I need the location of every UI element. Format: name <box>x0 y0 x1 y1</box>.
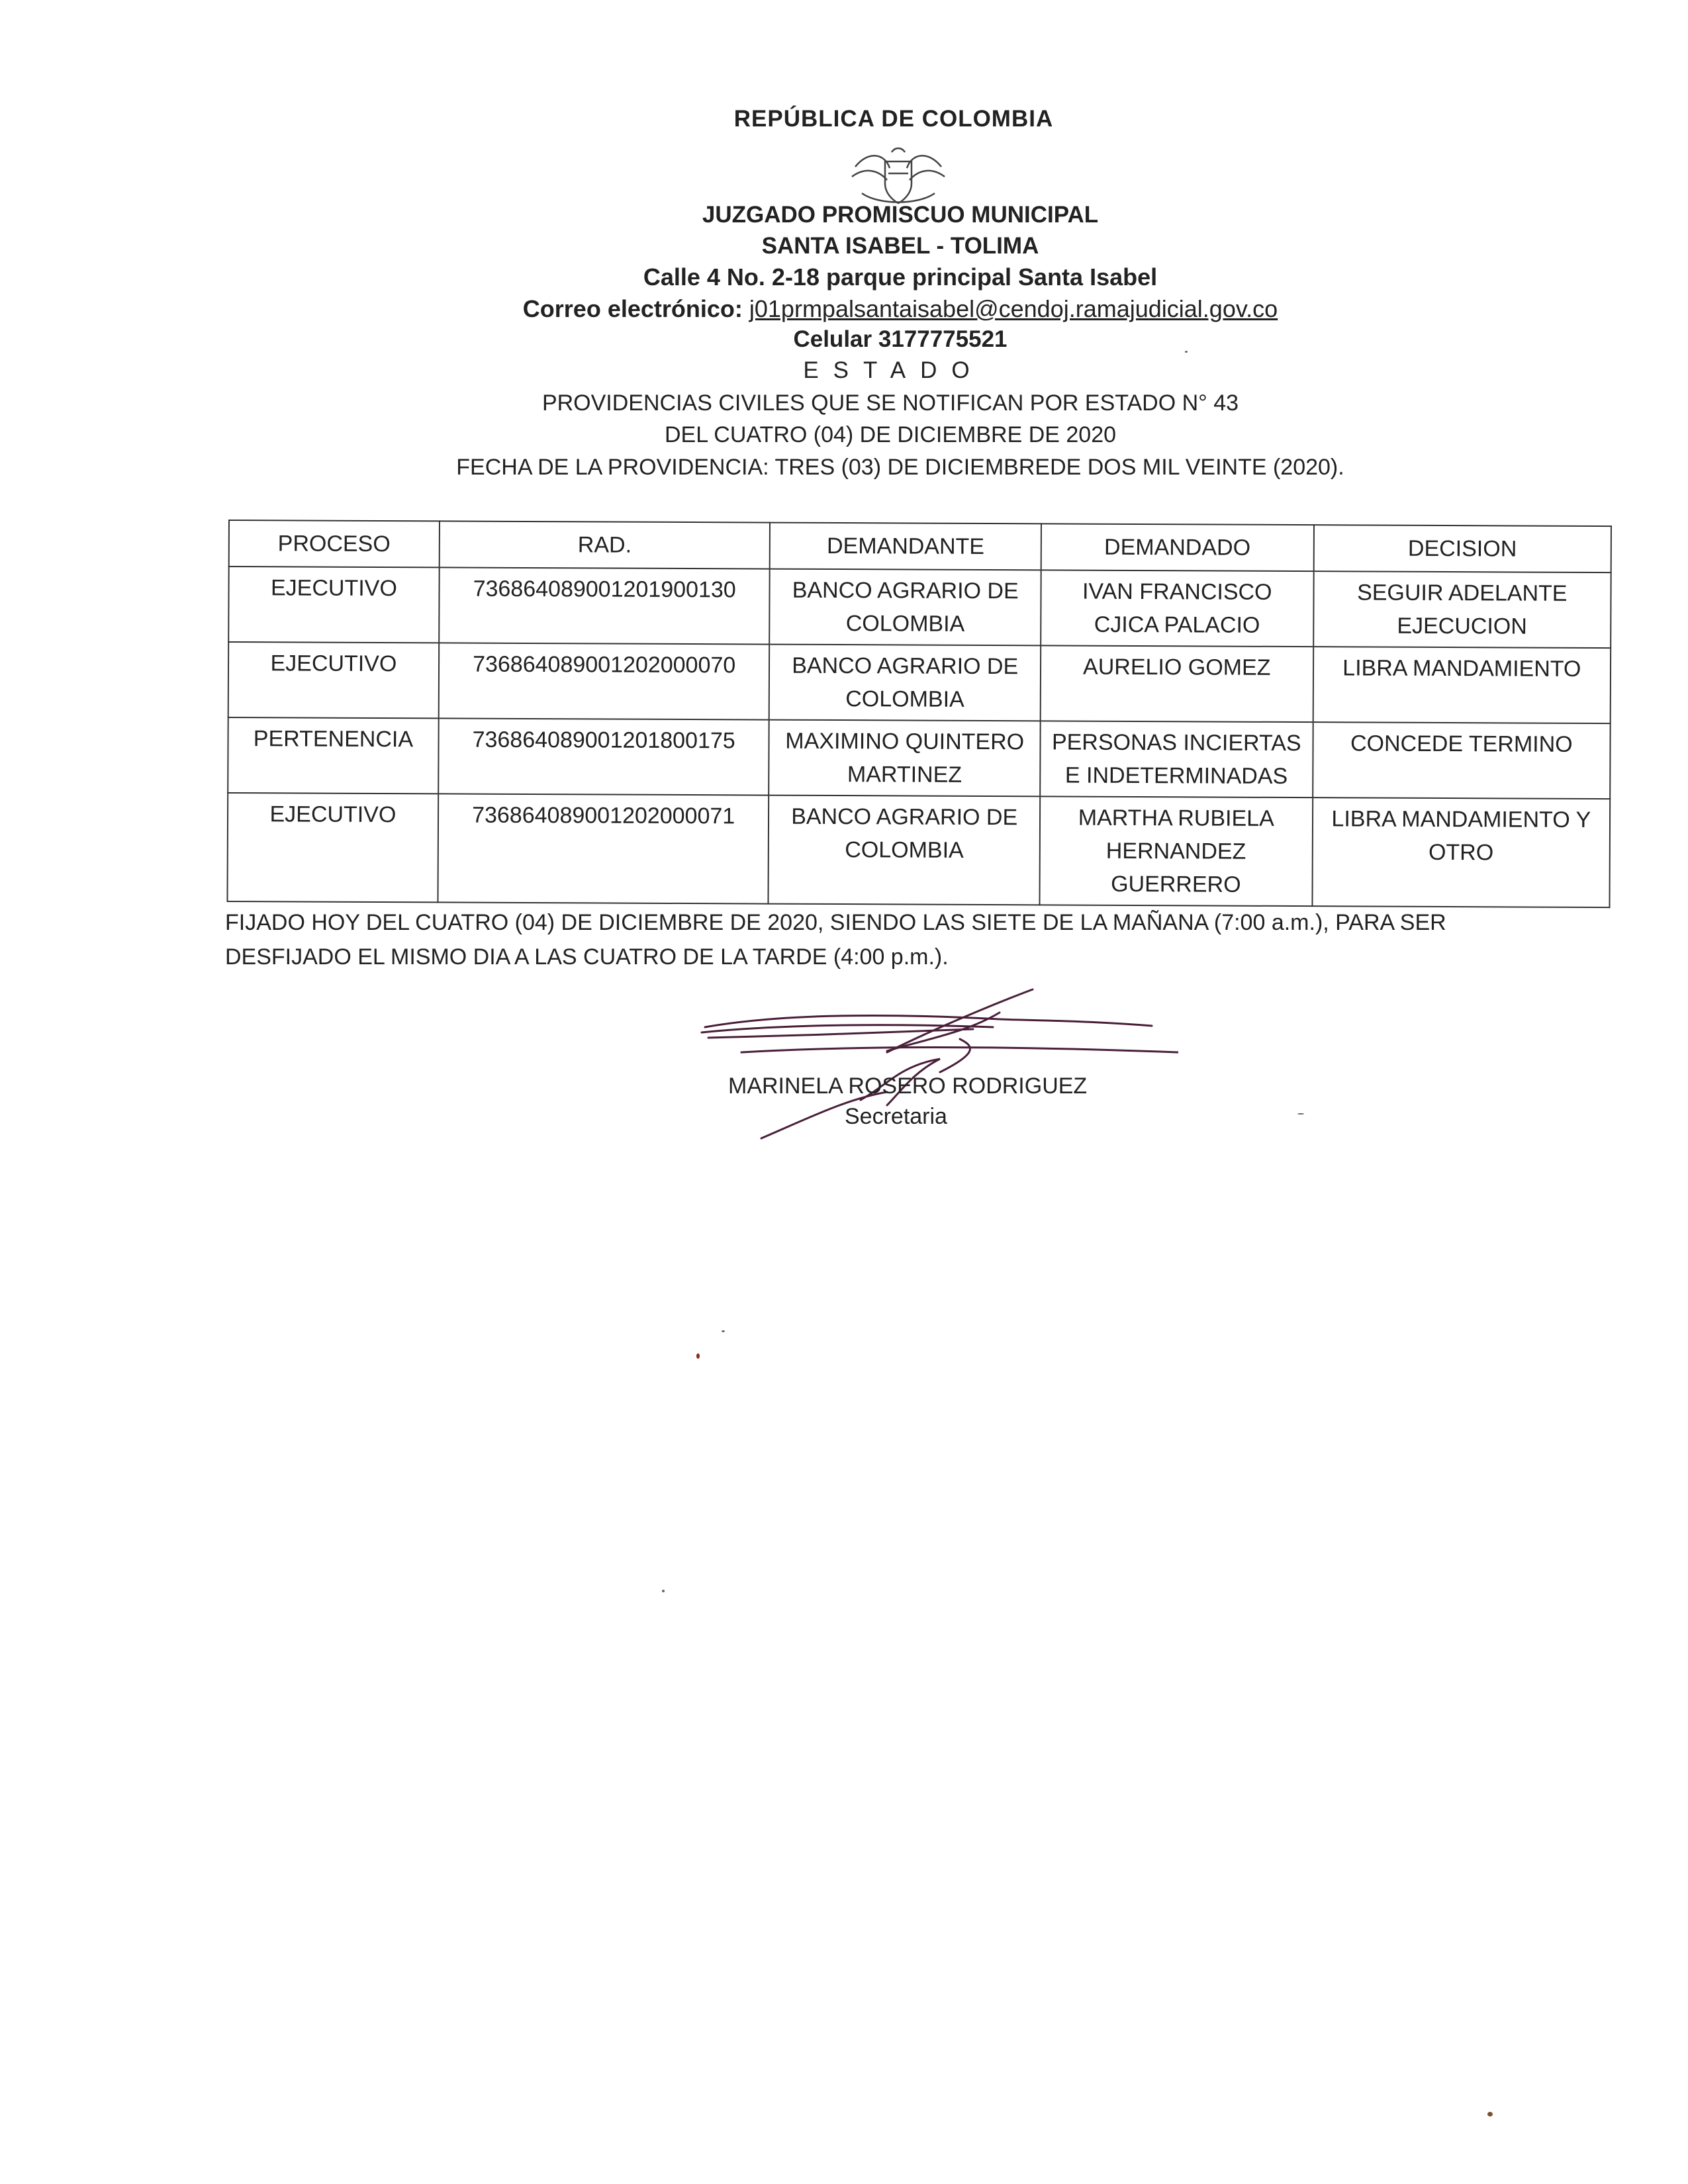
court-phone: Celular 3177775521 <box>793 326 1008 352</box>
court-email-line <box>0 295 1688 323</box>
date-line: DEL CUATRO (04) DE DICIEMBRE DE 2020 <box>664 422 1117 447</box>
cell-decision: SEGUIR ADELANTE EJECUCION <box>1313 571 1611 648</box>
cell-demandante: BANCO AGRARIO DE COLOMBIA <box>770 569 1041 646</box>
cell-proceso: EJECUTIVO <box>227 793 438 902</box>
court-name: JUZGADO PROMISCUO MUNICIPAL <box>702 202 1099 228</box>
email-link[interactable]: j01prmpalsantaisabel@cendoj.ramajudicial.gov.co <box>749 295 1278 322</box>
cell-decision: LIBRA MANDAMIENTO Y OTRO <box>1312 797 1610 907</box>
cell-rad: 736864089001202000071 <box>438 794 769 903</box>
scan-speck <box>1185 351 1188 353</box>
scan-speck <box>722 1330 725 1332</box>
cell-rad: 736864089001201800175 <box>438 718 769 795</box>
column-header-proceso: PROCESO <box>229 520 440 567</box>
cell-demandante: BANCO AGRARIO DE COLOMBIA <box>769 796 1040 905</box>
cell-decision: LIBRA MANDAMIENTO <box>1313 647 1611 723</box>
column-header-decision: DECISION <box>1313 525 1611 572</box>
court-city: SANTA ISABEL - TOLIMA <box>761 233 1039 259</box>
cell-demandado: AURELIO GOMEZ <box>1041 645 1313 722</box>
fijado-line-1: FIJADO HOY DEL CUATRO (04) DE DICIEMBRE DE 2020, SIENDO LAS SIETE DE LA MAÑANA (7:00 a.m.), PARA SER <box>225 910 1446 935</box>
estado-table <box>226 520 1612 908</box>
table-row <box>228 717 1610 799</box>
email-label: Correo electrónico: <box>522 295 743 322</box>
estado-title: ESTADO <box>803 357 984 383</box>
cell-rad: 73686408900120190013​0 <box>439 567 770 644</box>
column-header-rad: RAD. <box>439 521 770 569</box>
scan-speck <box>1487 2112 1493 2116</box>
scan-speck <box>1297 1113 1304 1115</box>
cell-proceso: EJECUTIVO <box>228 567 439 643</box>
signer-role: Secretaria <box>845 1104 947 1129</box>
providence-date-line: FECHA DE LA PROVIDENCIA: TRES (03) DE DICIEMBREDE DOS MIL VEINTE (2020). <box>456 455 1344 480</box>
signer-name: MARINELA ROSERO RODRIGUEZ <box>728 1073 1088 1099</box>
column-header-demandante: DEMANDANTE <box>770 523 1041 570</box>
table-header-row <box>229 520 1611 572</box>
coat-of-arms-icon <box>849 147 948 208</box>
court-address: Calle 4 No. 2-18 parque principal Santa Isabel <box>643 263 1158 291</box>
table-row <box>227 793 1610 907</box>
cell-demandante: BANCO AGRARIO DE COLOMBIA <box>769 645 1041 721</box>
country-heading: REPÚBLICA DE COLOMBIA <box>733 106 1054 132</box>
cell-rad: 736864089001202000070 <box>438 643 769 719</box>
cell-demandado: IVAN FRANCISCO CJICA PALACIO <box>1041 570 1313 647</box>
fijado-paragraph <box>225 905 1549 974</box>
cell-proceso: EJECUTIVO <box>228 642 439 718</box>
cell-demandado: MARTHA RUBIELA HERNANDEZ GUERRERO <box>1039 796 1312 906</box>
column-header-demandado: DEMANDADO <box>1041 523 1314 571</box>
scan-speck <box>696 1353 700 1359</box>
cell-proceso: PERTENENCIA <box>228 717 438 794</box>
table-row <box>228 567 1611 648</box>
table-row <box>228 642 1611 723</box>
cell-demandante: MAXIMINO QUINTERO MARTINEZ <box>769 720 1041 797</box>
providencias-line: PROVIDENCIAS CIVILES QUE SE NOTIFICAN POR ESTADO N° 43 <box>541 390 1239 416</box>
fijado-line-2: DESFIJADO EL MISMO DIA A LAS CUATRO DE LA TARDE (4:00 p.m.). <box>225 944 949 970</box>
cell-demandado: PERSONAS INCIERTAS E INDETERMINADAS <box>1040 721 1313 797</box>
cell-decision: CONCEDE TERMINO <box>1313 722 1611 799</box>
scan-speck <box>662 1590 665 1592</box>
